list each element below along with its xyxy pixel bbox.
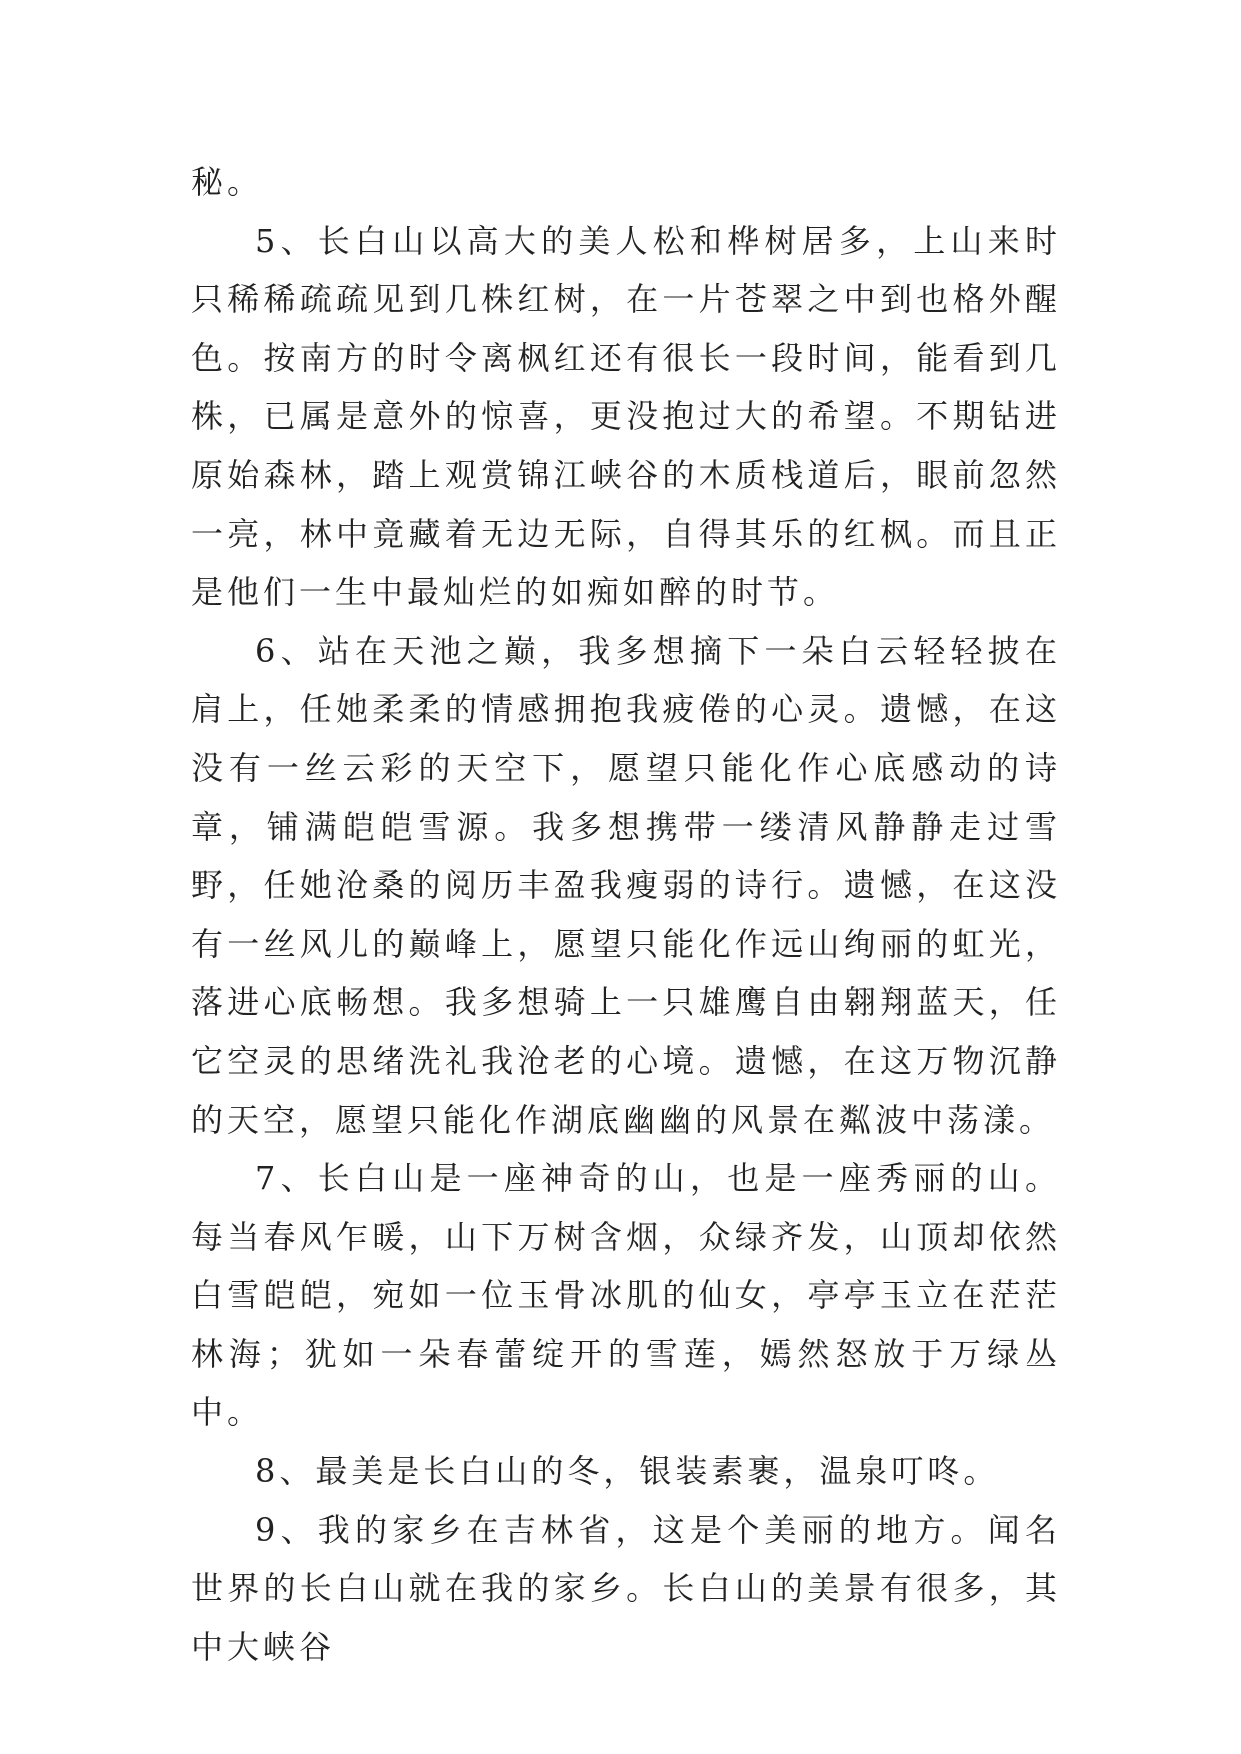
body-text bbox=[191, 153, 1061, 1676]
paragraph-7: 7、长白山是一座神奇的山，也是一座秀丽的山。每当春风乍暖，山下万树含烟，众绿齐发，山顶却依然白雪皑皑，宛如一位玉骨冰肌的仙女，亭亭玉立在茫茫林海；犹如一朵春蕾绽开的雪莲，嫣然怒放于万绿丛中。 bbox=[191, 1159, 1061, 1432]
paragraph-9: 9、我的家乡在吉林省，这是个美丽的地方。闻名世界的长白山就在我的家乡。长白山的美景有很多，其中大峡谷 bbox=[191, 1510, 1061, 1666]
paragraph-8: 8、最美是长白山的冬，银装素裹，温泉叮咚。 bbox=[255, 1452, 1000, 1491]
paragraph-6: 6、站在天池之巅，我多想摘下一朵白云轻轻披在肩上，任她柔柔的情感拥抱我疲倦的心灵。遗憾，在这没有一丝云彩的天空下，愿望只能化作心底感动的诗章，铺满皑皑雪源。我多想携带一缕清风静静走过雪野，任她沧桑的阅历丰盈我瘦弱的诗行。遗憾，在这没有一丝风儿的巅峰上，愿望只能化作远山绚丽的虹光，落进心底畅想。我多想骑上一只雄鹰自由翱翔蓝天，任它空灵的思绪洗礼我沧老的心境。遗憾，在这万物沉静的天空，愿望只能化作湖底幽幽的风景在粼波中荡漾。 bbox=[191, 631, 1061, 1139]
paragraph-5: 5、长白山以高大的美人松和桦树居多，上山来时只稀稀疏疏见到几株红树，在一片苍翠之中到也格外醒色。按南方的时令离枫红还有很长一段时间，能看到几株，已属是意外的惊喜，更没抱过大的希望。不期钻进原始森林，踏上观赏锦江峡谷的木质栈道后，眼前忽然一亮，林中竟藏着无边无际，自得其乐的红枫。而且正是他们一生中最灿烂的如痴如醉的时节。 bbox=[191, 221, 1061, 612]
paragraph-continuation: 秘。 bbox=[191, 163, 264, 201]
